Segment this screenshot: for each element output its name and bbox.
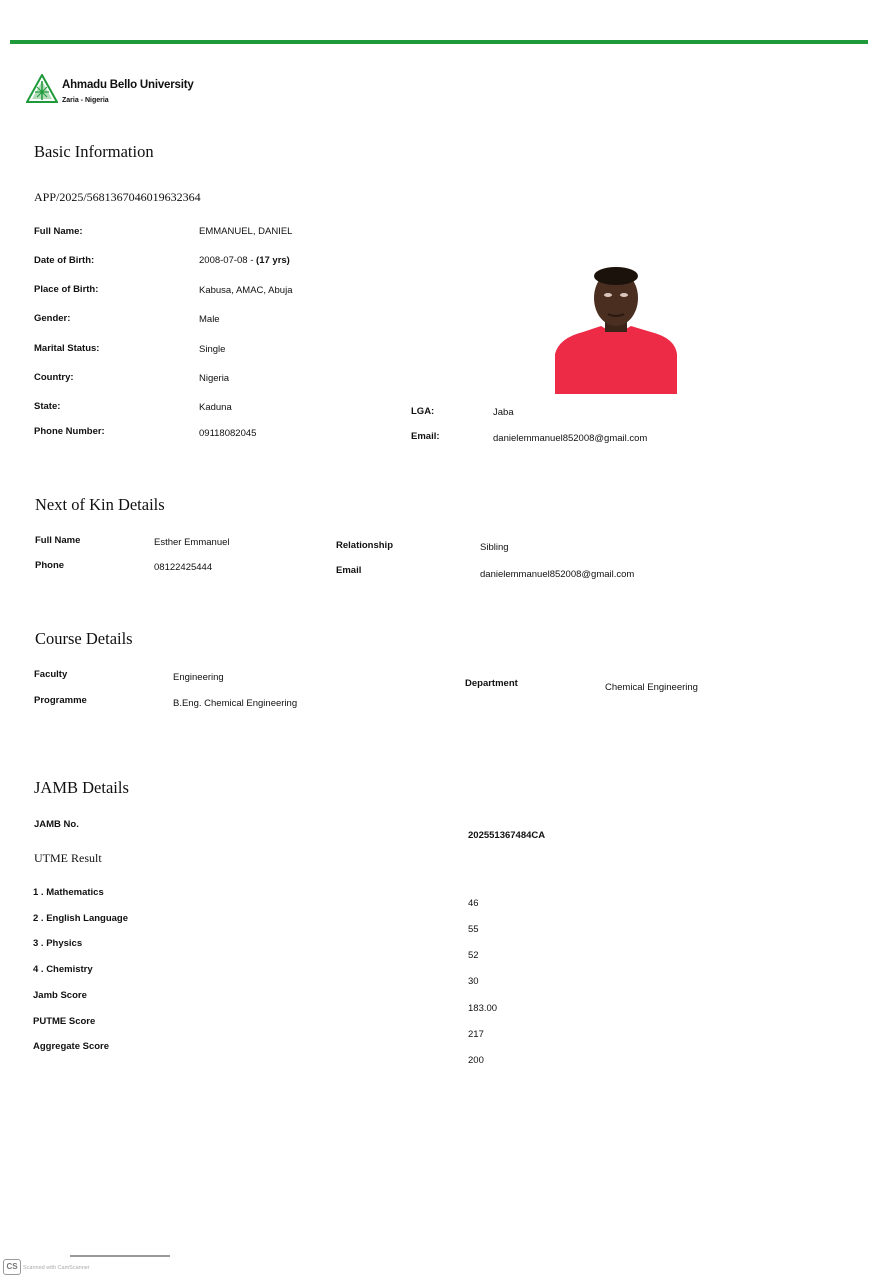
full-name-value: EMMANUEL, DANIEL bbox=[199, 226, 293, 237]
university-name: Ahmadu Bello University bbox=[62, 79, 194, 91]
result-label-mathematics: 1 . Mathematics bbox=[33, 887, 104, 898]
result-value-chemistry: 30 bbox=[468, 976, 479, 987]
basic-info-heading: Basic Information bbox=[34, 142, 154, 161]
lga-value: Jaba bbox=[493, 407, 514, 418]
utme-result-heading: UTME Result bbox=[34, 851, 102, 865]
pob-label: Place of Birth: bbox=[34, 284, 99, 295]
university-location: Zaria - Nigeria bbox=[62, 97, 109, 104]
dob-age: (17 yrs) bbox=[256, 255, 290, 266]
faculty-value: Engineering bbox=[173, 672, 224, 683]
jamb-no-value: 202551367484CA bbox=[468, 830, 546, 841]
aggregate-score-value: 200 bbox=[468, 1055, 484, 1066]
page-edge-shadow bbox=[70, 1255, 170, 1257]
phone-label: Phone Number: bbox=[34, 426, 105, 437]
nok-full-name-label: Full Name bbox=[35, 535, 81, 546]
state-label: State: bbox=[34, 401, 61, 412]
phone-value: 09118082045 bbox=[199, 428, 257, 439]
passport-photo bbox=[553, 262, 679, 394]
result-value-physics: 52 bbox=[468, 950, 479, 961]
result-label-chemistry: 4 . Chemistry bbox=[33, 964, 93, 975]
pob-value: Kabusa, AMAC, Abuja bbox=[199, 285, 293, 296]
dob-date: 2008-07-08 - bbox=[199, 255, 254, 266]
gender-value: Male bbox=[199, 314, 220, 325]
nok-relationship-value: Sibling bbox=[480, 542, 509, 553]
result-value-english: 55 bbox=[468, 924, 479, 935]
programme-value: B.Eng. Chemical Engineering bbox=[173, 698, 298, 709]
nok-phone-value: 08122425444 bbox=[154, 562, 213, 573]
gender-label: Gender: bbox=[34, 313, 71, 324]
camscanner-badge-icon: CS bbox=[3, 1259, 21, 1275]
country-label: Country: bbox=[34, 372, 74, 383]
result-label-physics: 3 . Physics bbox=[33, 938, 83, 949]
university-logo-icon bbox=[26, 74, 58, 104]
nok-relationship-label: Relationship bbox=[336, 540, 394, 551]
putme-score-value: 217 bbox=[468, 1029, 484, 1040]
faculty-label: Faculty bbox=[34, 669, 68, 680]
next-of-kin-heading: Next of Kin Details bbox=[35, 495, 165, 514]
department-label: Department bbox=[465, 678, 518, 689]
header-divider bbox=[10, 40, 868, 44]
country-value: Nigeria bbox=[199, 373, 230, 384]
marital-label: Marital Status: bbox=[34, 343, 100, 354]
programme-label: Programme bbox=[34, 695, 87, 706]
nok-email-label: Email bbox=[336, 565, 362, 576]
nok-phone-label: Phone bbox=[35, 560, 65, 571]
jamb-score-label: Jamb Score bbox=[33, 990, 87, 1001]
putme-score-label: PUTME Score bbox=[33, 1016, 96, 1027]
dob-value bbox=[199, 255, 290, 266]
aggregate-score-label: Aggregate Score bbox=[33, 1041, 110, 1052]
scanner-watermark: Scanned with CamScanner bbox=[23, 1265, 90, 1271]
jamb-score-value: 183.00 bbox=[468, 1003, 498, 1014]
result-value-mathematics: 46 bbox=[468, 898, 479, 909]
nok-full-name-value: Esther Emmanuel bbox=[154, 537, 230, 548]
application-number: APP/2025/5681367046019632364 bbox=[34, 190, 201, 204]
department-value: Chemical Engineering bbox=[605, 682, 698, 693]
dob-label: Date of Birth: bbox=[34, 255, 95, 266]
jamb-details-heading: JAMB Details bbox=[34, 778, 129, 797]
email-label: Email: bbox=[411, 431, 440, 442]
state-value: Kaduna bbox=[199, 402, 232, 413]
email-value: danielemmanuel852008@gmail.com bbox=[493, 433, 648, 444]
jamb-no-label: JAMB No. bbox=[34, 819, 79, 830]
full-name-label: Full Name: bbox=[34, 226, 83, 237]
lga-label: LGA: bbox=[411, 406, 435, 417]
marital-value: Single bbox=[199, 344, 226, 355]
nok-email-value: danielemmanuel852008@gmail.com bbox=[480, 569, 635, 580]
result-label-english: 2 . English Language bbox=[33, 913, 129, 924]
course-details-heading: Course Details bbox=[35, 629, 133, 648]
